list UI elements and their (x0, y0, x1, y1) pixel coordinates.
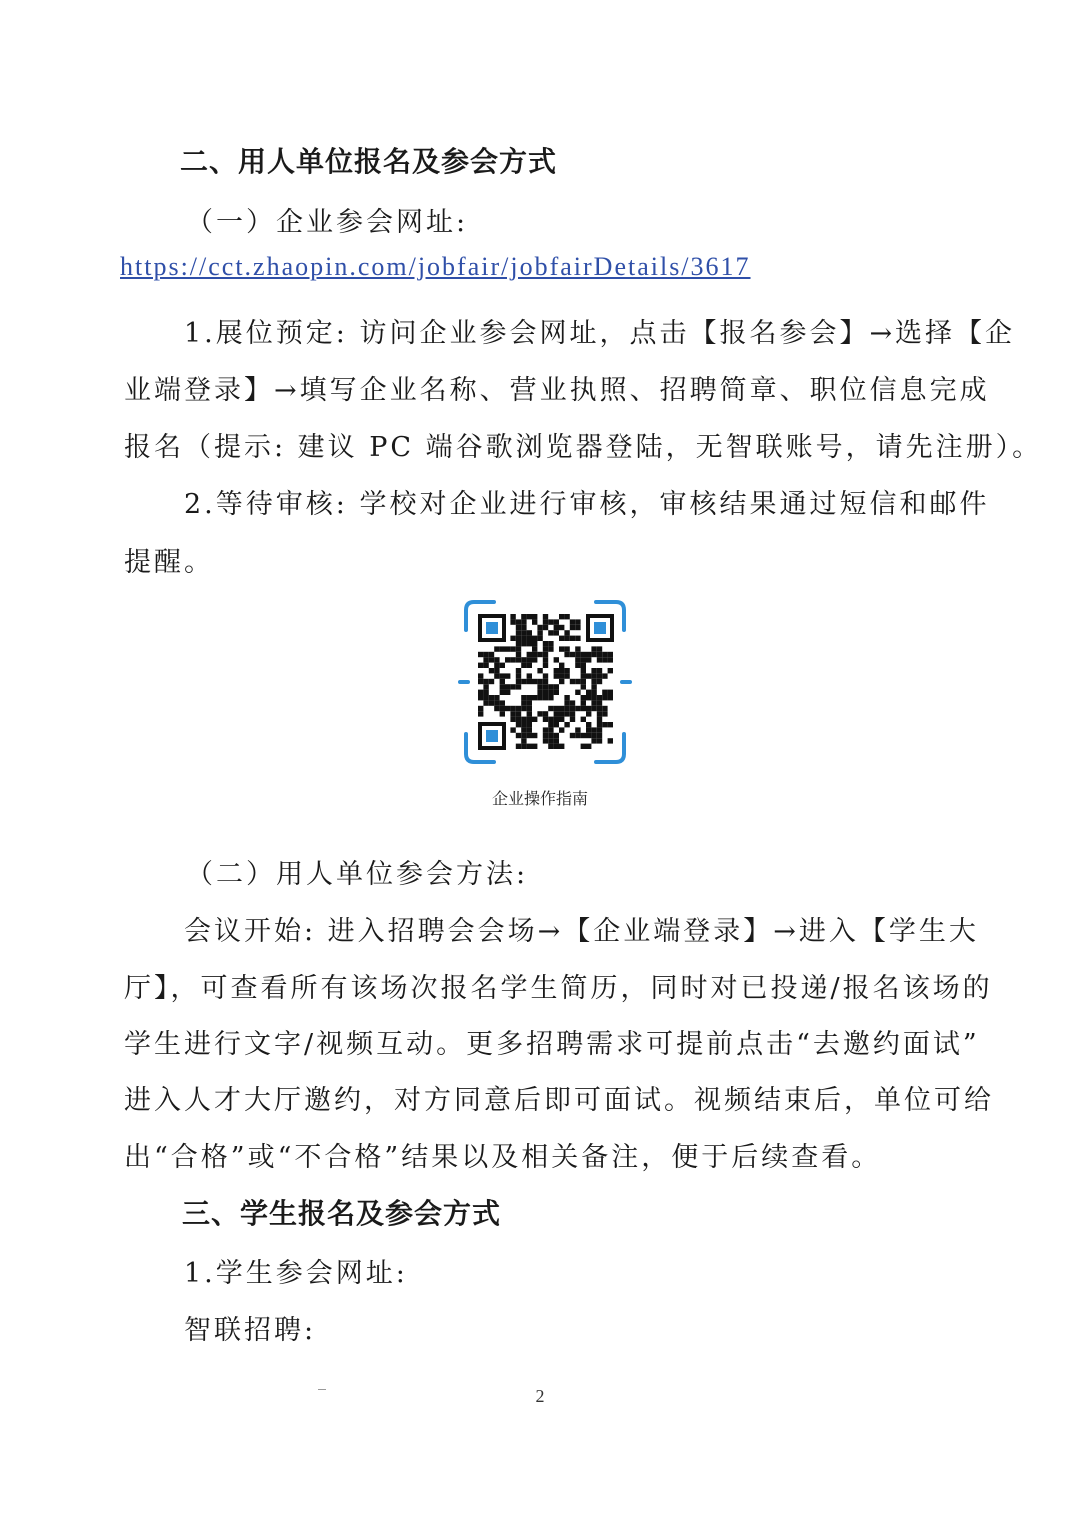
qr-code-icon[interactable] (458, 596, 632, 768)
paragraph-1-line-2: 业端登录】→填写企业名称、营业执照、招聘简章、职位信息完成 (124, 375, 990, 406)
qr-caption: 企业操作指南 (491, 789, 588, 808)
section-3-heading: 三、学生报名及参会方式 (182, 1197, 502, 1230)
zhaopin-label: 智联招聘: (184, 1315, 317, 1346)
paragraph-3-line-2: 厅】，可查看所有该场次报名学生简历，同时对已投递/报名该场的 (124, 973, 993, 1004)
paragraph-1-line-1: 1.展位预定: 访问企业参会网址，点击【报名参会】→选择【企 (184, 318, 1016, 349)
page-number: 2 (535, 1386, 545, 1406)
student-url-label: 1.学生参会网址: (184, 1258, 408, 1289)
subsection-1-title: （一）企业参会网址: (186, 207, 469, 238)
subsection-2-title: （二）用人单位参会方法: (186, 859, 529, 890)
paragraph-2-line-2: 提醒。 (124, 547, 214, 578)
paragraph-3-line-3: 学生进行文字/视频互动。更多招聘需求可提前点击“去邀约面试” (124, 1029, 980, 1060)
paragraph-3-line-5: 出“合格”或“不合格”结果以及相关备注，便于后续查看。 (124, 1142, 882, 1173)
section-2-heading: 二、用人单位报名及参会方式 (180, 145, 558, 178)
paragraph-1-line-3: 报名（提示: 建议 PC 端谷歌浏览器登陆，无智联账号，请先注册）。 (124, 432, 1043, 463)
enterprise-url-link[interactable]: https://cct.zhaopin.com/jobfair/jobfairDetails/3617 (120, 252, 751, 281)
paragraph-3-line-1: 会议开始: 进入招聘会会场→【企业端登录】→进入【学生大 (184, 916, 979, 947)
paragraph-3-line-4: 进入人才大厅邀约，对方同意后即可面试。视频结束后，单位可给 (124, 1085, 994, 1116)
qr-code-graphic (458, 596, 632, 768)
paragraph-2-line-1: 2.等待审核: 学校对企业进行审核，审核结果通过短信和邮件 (184, 489, 990, 520)
